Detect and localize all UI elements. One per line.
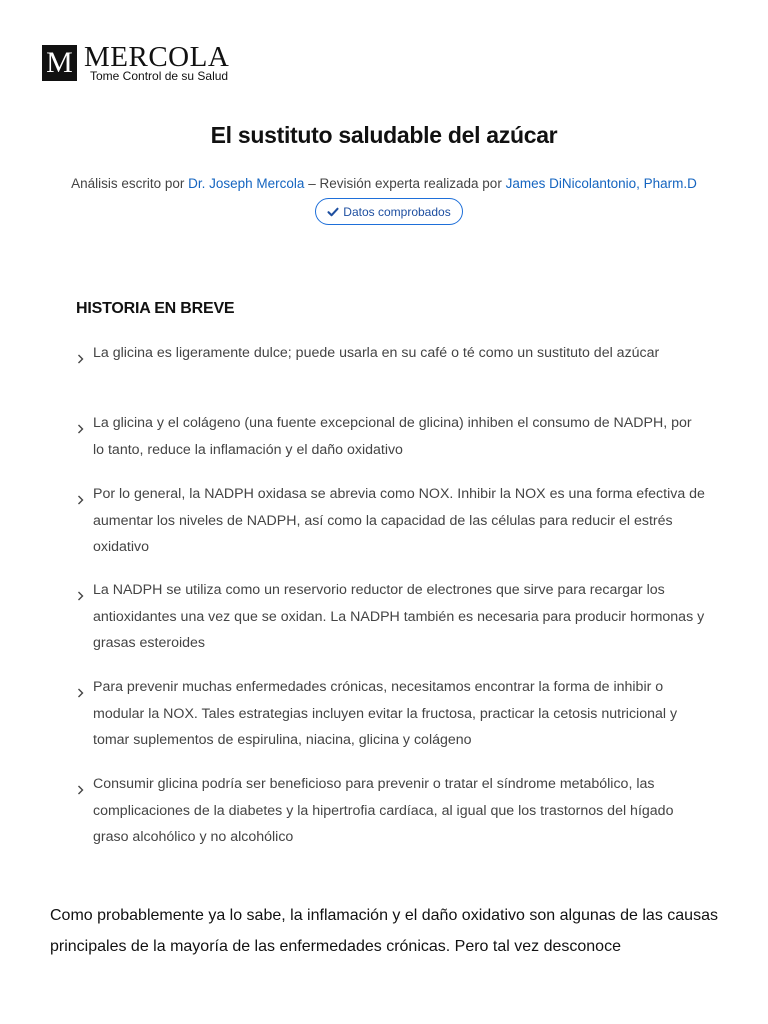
byline (0, 175, 768, 193)
author-link[interactable]: Dr. Joseph Mercola (188, 176, 305, 191)
summary-item (76, 584, 706, 657)
logo-name: MERCOLA (84, 41, 230, 73)
logo-tagline: Tome Control de su Salud (90, 69, 229, 83)
chevron-right-icon (76, 783, 86, 797)
summary-item (76, 488, 706, 561)
chevron-right-icon (76, 686, 86, 700)
chevron-right-icon (76, 493, 86, 507)
summary-item-text: Consumir glicina podría ser beneficioso para prevenir o tratar el síndrome metabólico, las complicaciones de la diabetes y la hipertrofia cardíaca, al igual que los trastornos del hígado graso alcohólico y no alcohólico (93, 776, 674, 845)
reviewer-link[interactable]: James DiNicolantonio, Pharm.D (505, 176, 697, 191)
chevron-right-icon (76, 589, 86, 603)
summary-item-text: Por lo general, la NADPH oxidasa se abrevia como NOX. Inhibir la NOX es una forma efectiva de aumentar los niveles de NADPH, así como la capacidad de las células para reducir el estrés oxidativo (93, 486, 705, 555)
checkmark-icon (327, 206, 339, 218)
summary-box (76, 298, 706, 845)
article-paragraph: Como probablemente ya lo sabe, la inflamación y el daño oxidativo son algunas de las causas principales de la mayoría de las enfermedades crónicas. Pero tal vez desconoce (50, 907, 718, 955)
summary-item-text: La glicina es ligeramente dulce; puede usarla en su café o té como un sustituto del azúcar (93, 345, 660, 361)
chevron-right-icon (76, 352, 86, 366)
byline-middle: – Revisión experta realizada por (304, 176, 506, 191)
summary-item-text: Para prevenir muchas enfermedades crónicas, necesitamos encontrar la forma de inhibir o modular la NOX. Tales estrategias incluyen evitar la fructosa, practicar la cetosis nutricional y tomar suplementos de espirulina, niacina, glicina y colágeno (93, 679, 678, 748)
site-logo[interactable] (42, 43, 242, 85)
byline-prefix: Análisis escrito por (71, 176, 189, 191)
summary-heading: HISTORIA EN BREVE (76, 300, 235, 317)
summary-item (76, 681, 706, 754)
logo-mark: M (42, 45, 77, 81)
summary-item (76, 347, 706, 367)
summary-item-text: La NADPH se utiliza como un reservorio reductor de electrones que sirve para recargar los antioxidantes una vez que se oxidan. La NADPH también es necesaria para producir hormonas y grasas esteroides (93, 582, 705, 651)
summary-item (76, 778, 706, 851)
badge-label: Datos comprobados (343, 204, 451, 219)
fact-checked-badge[interactable] (315, 198, 463, 225)
article-title: El sustituto saludable del azúcar (210, 122, 558, 148)
chevron-right-icon (76, 422, 86, 436)
summary-item-text: La glicina y el colágeno (una fuente excepcional de glicina) inhiben el consumo de NADPH, por lo tanto, reduce la inflamación y el daño oxidativo (93, 415, 692, 458)
summary-item (76, 417, 706, 463)
